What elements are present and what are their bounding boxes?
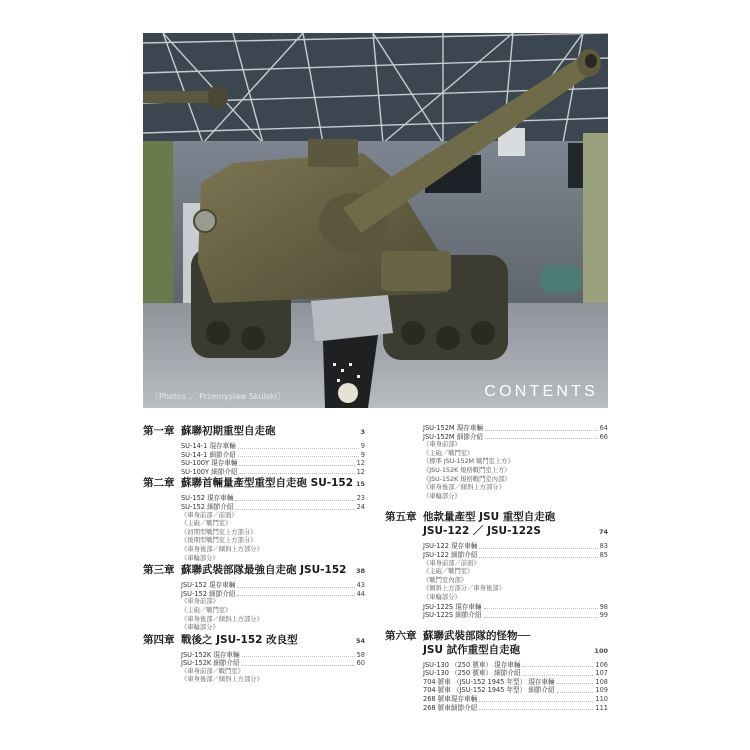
chapter-title: 蘇聯武裝部隊的怪物── (423, 629, 531, 642)
toc-entry-page: 107 (595, 669, 608, 678)
toc-entries (181, 494, 365, 563)
chapter-page: 54 (355, 636, 365, 645)
chapter-title-row (423, 510, 608, 524)
toc-subsection: 《主砲／戰鬥室》 (423, 449, 474, 457)
tank-photo-illustration (143, 33, 608, 408)
toc-chapter-heading (143, 563, 365, 578)
toc-chapter-block (143, 633, 365, 685)
photo-credit: ［Photos ／ Przemyslaw Skulski］ (151, 392, 285, 401)
toc-subsection: 《標準 JSU-152M 戰鬥室上方》 (423, 458, 514, 466)
toc-leader-dots (484, 603, 598, 610)
chapter-title-row (181, 563, 365, 578)
toc-entry-title: JSU-130 （250 號車） 細節介紹 (423, 669, 521, 678)
chapter-title: 蘇聯首輛量產型重型自走砲 SU-152 (181, 477, 354, 490)
toc-leader-dots (479, 704, 593, 711)
toc-leader-dots (238, 442, 359, 449)
toc-entry (423, 661, 608, 670)
toc-entry-title: JSU-122 細節介紹 (423, 550, 478, 559)
toc-entry (423, 424, 608, 433)
toc-leader-dots (242, 659, 355, 666)
chapter-title-row-2 (423, 643, 608, 658)
toc-subsection: 《車身後部／傾斜上方部分》 (181, 615, 263, 623)
chapter-title-row (423, 629, 608, 643)
toc-entries (423, 661, 608, 713)
toc-chapter-block (143, 476, 365, 563)
toc-leader-dots (523, 661, 594, 668)
toc-subsection: 《JSU-152K 規格戰鬥室上方》 (423, 466, 511, 474)
toc-entry (181, 494, 365, 503)
toc-subsection: 《車輪部分》 (181, 554, 219, 562)
toc-entry-page: 43 (356, 581, 365, 590)
toc-entry-page: 106 (595, 660, 608, 669)
toc-entry-title: 704 號車 （JSU-152 1945 年型） 細節介紹 (423, 686, 555, 695)
chapter-page: 3 (360, 428, 365, 436)
toc-leader-dots (484, 611, 598, 618)
toc-entry-title: SU-100Y 現存車輛 (181, 459, 238, 468)
toc-subsection: 《初期型戰鬥室上方部分》 (181, 528, 257, 536)
chapter-number: 第五章 (385, 511, 417, 524)
chapter-number: 第二章 (143, 477, 175, 490)
toc-leader-dots (235, 503, 354, 510)
toc-subsection: 《後期型戰鬥室上方部分》 (181, 537, 257, 545)
toc-entry-page: 99 (599, 611, 608, 620)
toc-chapter-block (143, 424, 365, 476)
chapter-title-box (181, 633, 365, 648)
toc-entry-title: SU-152 細節介紹 (181, 502, 234, 511)
chapter-title-row (181, 424, 365, 439)
toc-entry-page: 58 (356, 650, 365, 659)
toc-entries (181, 581, 365, 633)
toc-entry-title: JSU-152M 細節介紹 (423, 432, 484, 441)
toc-entry-title: 268 號車細節介紹 (423, 703, 478, 712)
toc-leader-dots (557, 678, 594, 685)
toc-subsection: 《車身前部／前面》 (181, 511, 238, 519)
toc-subsection: 《車身前部》 (423, 441, 461, 449)
toc-subsection: 《傾斜上方部分／車身後部》 (423, 585, 505, 593)
toc-entry-title: SU-14-1 細節介紹 (181, 450, 236, 459)
toc-chapter-block (385, 629, 608, 713)
toc-left-column (143, 424, 365, 685)
toc-entry-page: 108 (595, 677, 608, 686)
toc-entry-title: JSU-152 現存車輛 (181, 581, 236, 590)
toc-entry (181, 442, 365, 451)
toc-entry-title: 704 號車 （JSU-152 1945 年型） 現存車輛 (423, 677, 555, 686)
toc-entry (181, 651, 365, 660)
toc-entry (423, 603, 608, 612)
toc-entry-page: 98 (599, 602, 608, 611)
toc-entry-page: 66 (599, 432, 608, 441)
toc-entry-page: 12 (356, 467, 365, 476)
toc-leader-dots (235, 494, 354, 501)
chapter-title-box (181, 424, 365, 439)
toc-entry-title: JSU-152K 細節介紹 (181, 659, 240, 668)
toc-subsection: 《車身後部／傾斜上方部分》 (181, 676, 263, 684)
chapter-title-box (181, 563, 365, 578)
toc-right-column (385, 424, 608, 712)
chapter-page: 100 (594, 646, 608, 655)
toc-subsection: 《車身前部》 (181, 598, 219, 606)
chapter-number: 第一章 (143, 425, 175, 437)
toc-entry-page: 85 (599, 550, 608, 559)
toc-leader-dots (238, 451, 359, 458)
toc-entry-page: 83 (599, 542, 608, 551)
chapter-title: 蘇聯初期重型自走砲 (181, 425, 276, 437)
toc-entry (423, 611, 608, 620)
toc-entries (181, 442, 365, 476)
toc-chapter-heading (143, 476, 365, 491)
toc-continued-entries (423, 424, 608, 501)
toc-subsection: 《戰鬥室內部》 (423, 576, 468, 584)
toc-chapter-heading (385, 510, 608, 539)
chapter-title: 蘇聯武裝部隊最強自走砲 JSU-152 (181, 564, 347, 577)
chapter-title-row (181, 633, 365, 648)
toc-entry (423, 695, 608, 704)
chapter-page: 38 (355, 567, 365, 576)
toc-entry (423, 704, 608, 713)
toc-entry-page: 44 (356, 589, 365, 598)
chapter-page: 74 (598, 528, 608, 537)
toc-entry-page: 111 (595, 703, 608, 712)
toc-entry (181, 459, 365, 468)
toc-entry (423, 669, 608, 678)
toc-entry (181, 468, 365, 477)
chapter-title-box (423, 629, 608, 658)
toc-entry-page: 9 (360, 442, 365, 450)
toc-leader-dots (242, 651, 355, 658)
chapter-number: 第四章 (143, 633, 175, 646)
toc-leader-dots (479, 695, 593, 702)
toc-entry-title: SU-100Y 細節介紹 (181, 467, 238, 476)
toc-subsection: 《車身前部／戰鬥室》 (181, 667, 244, 675)
toc-entry-title: JSU-152K 現存車輛 (181, 650, 240, 659)
toc-entry-title: JSU-122S 細節介紹 (423, 611, 482, 620)
toc-entry-page: 23 (356, 494, 365, 503)
toc-chapter-heading (143, 424, 365, 439)
toc-entry-title: JSU-122S 現存車輛 (423, 602, 482, 611)
chapter-title-box (181, 476, 365, 491)
toc-chapter-block (143, 563, 365, 633)
chapter-title-row (181, 476, 365, 491)
chapter-subtitle: JSU-122 ／ JSU-122S (423, 525, 541, 538)
toc-entry-page: 12 (356, 459, 365, 468)
toc-leader-dots (479, 551, 597, 558)
toc-entry-page: 110 (595, 695, 608, 704)
toc-leader-dots (479, 542, 597, 549)
toc-subsection: 《車輪部分》 (423, 593, 461, 601)
toc-entry-title: JSU-152 細節介紹 (181, 589, 236, 598)
toc-subsection: 《車身前部／前面》 (423, 559, 480, 567)
contents-title: CONTENTS (484, 383, 598, 400)
chapter-number: 第六章 (385, 629, 417, 642)
toc-entry-title: JSU-122 現存車輛 (423, 542, 478, 551)
toc-entries (181, 651, 365, 685)
toc-entry-page: 60 (356, 659, 365, 668)
chapter-title-row-2 (423, 524, 608, 539)
chapter-page: 15 (355, 480, 365, 489)
toc-entry-page: 24 (356, 502, 365, 511)
toc-subsection: 《主砲／戰鬥室》 (181, 606, 232, 614)
toc-leader-dots (485, 433, 598, 440)
chapter-title: 他款量產型 JSU 重型自走砲 (423, 511, 556, 524)
toc-entries (423, 542, 608, 619)
toc-subsection: 《主砲／戰鬥室》 (181, 520, 232, 528)
toc-chapter-block (385, 510, 608, 619)
toc-entry-page: 64 (599, 424, 608, 432)
toc-leader-dots (485, 424, 598, 431)
toc-entry (181, 503, 365, 512)
toc-entry (181, 659, 365, 668)
toc-entry-page: 9 (360, 450, 365, 459)
toc-leader-dots (557, 686, 594, 693)
toc-subsection: 《車身後部／傾斜上方部分》 (181, 545, 263, 553)
toc-entry-title: JSU-130 （250 號車） 現存車輛 (423, 660, 521, 669)
toc-entry-title: SU-152 現存車輛 (181, 494, 234, 503)
toc-leader-dots (239, 459, 354, 466)
cover-photo (143, 33, 608, 408)
toc-entry-title: JSU-152M 現存車輛 (423, 424, 484, 432)
toc-chapter-heading (143, 633, 365, 648)
toc-entry-page: 109 (595, 686, 608, 695)
toc-leader-dots (523, 669, 594, 676)
toc-entry (423, 433, 608, 442)
toc-entry-title: SU-14-1 現存車輛 (181, 442, 236, 450)
toc-entry (181, 451, 365, 460)
chapter-subtitle: JSU 試作重型自走砲 (423, 643, 521, 656)
chapter-title: 戰後之 JSU-152 改良型 (181, 633, 298, 646)
chapter-title-box (423, 510, 608, 539)
toc-chapter-heading (385, 629, 608, 658)
chapter-number: 第三章 (143, 564, 175, 577)
toc-subsection: 《主砲／戰鬥室》 (423, 568, 474, 576)
toc-entry-title: 268 號車現存車輛 (423, 695, 478, 704)
toc-leader-dots (237, 581, 354, 588)
toc-leader-dots (239, 468, 354, 475)
toc-leader-dots (237, 590, 354, 597)
toc-entry (181, 581, 365, 590)
toc-entry (423, 542, 608, 551)
toc-subsection: 《車輪部分》 (423, 492, 461, 500)
toc-subsection: 《車輪部分》 (181, 624, 219, 632)
toc-entry (423, 551, 608, 560)
toc-subsection: 《車身後部／傾斜上方部分》 (423, 484, 505, 492)
toc-subsection: 《JSU-152K 規格戰鬥室內部》 (423, 475, 511, 483)
toc-entry (423, 686, 608, 695)
